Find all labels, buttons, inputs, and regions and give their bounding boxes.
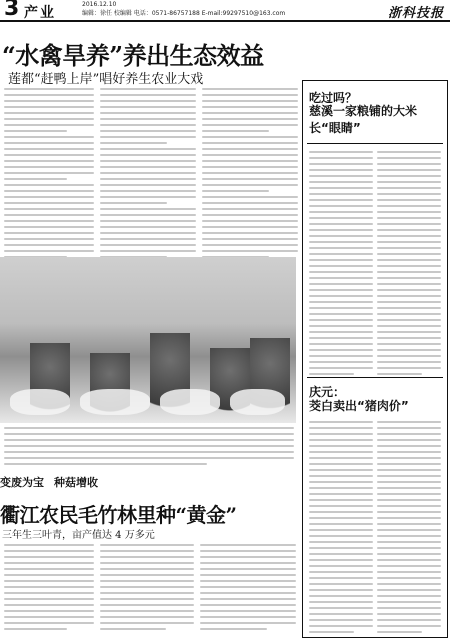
second-story-column-1: [4, 544, 94, 634]
photo-caption: [4, 427, 294, 469]
sidebar-story1-column-2: [377, 151, 441, 379]
lead-body-column-2: [100, 88, 196, 262]
mushroom-farm-photo: [0, 257, 296, 423]
editor-contact: 编辑：徐任 校编辑 电话：0571-86757188 E-mail:99297510@163.com: [82, 10, 286, 17]
sidebar-story2-title: 茭白卖出“猪肉价”: [309, 399, 409, 413]
sidebar-story2-kicker: 庆元：: [309, 385, 346, 399]
second-story-column-3: [200, 544, 296, 634]
sidebar-section-divider: [307, 377, 443, 378]
second-story-headline: 衢江农民毛竹林里种“黄金”: [0, 503, 237, 527]
lead-subheadline: 莲都“赶鸭上岸”唱好养生农业大戏: [8, 72, 204, 87]
photo-story-title: 变废为宝 种菇增收: [0, 476, 98, 489]
sidebar-story2-column-2: [377, 421, 441, 637]
masthead: [0, 0, 450, 22]
issue-date: 2016.12.10: [82, 1, 117, 8]
sidebar-story1-kicker: 吃过吗？: [309, 91, 358, 105]
second-story-subheadline: 三年生三叶青，亩产值达 4 万多元: [2, 530, 155, 541]
second-story-column-2: [100, 544, 194, 634]
newspaper-logo: 浙科技报: [387, 6, 444, 21]
sidebar-story2-column-1: [309, 421, 373, 637]
sidebar-story1-title: 慈溪一家粮铺的大米 长“眼睛”: [309, 104, 418, 135]
section-name: 产业: [24, 5, 56, 21]
lead-body-column-3: [202, 88, 298, 262]
sidebar-story1-column-1: [309, 151, 373, 379]
page-number: 3: [4, 0, 20, 21]
lead-body-column-1: [4, 88, 94, 262]
sidebar-news-box: [302, 80, 448, 638]
sidebar-divider: [307, 143, 443, 144]
lead-headline: “水禽旱养”养出生态效益: [2, 41, 264, 70]
